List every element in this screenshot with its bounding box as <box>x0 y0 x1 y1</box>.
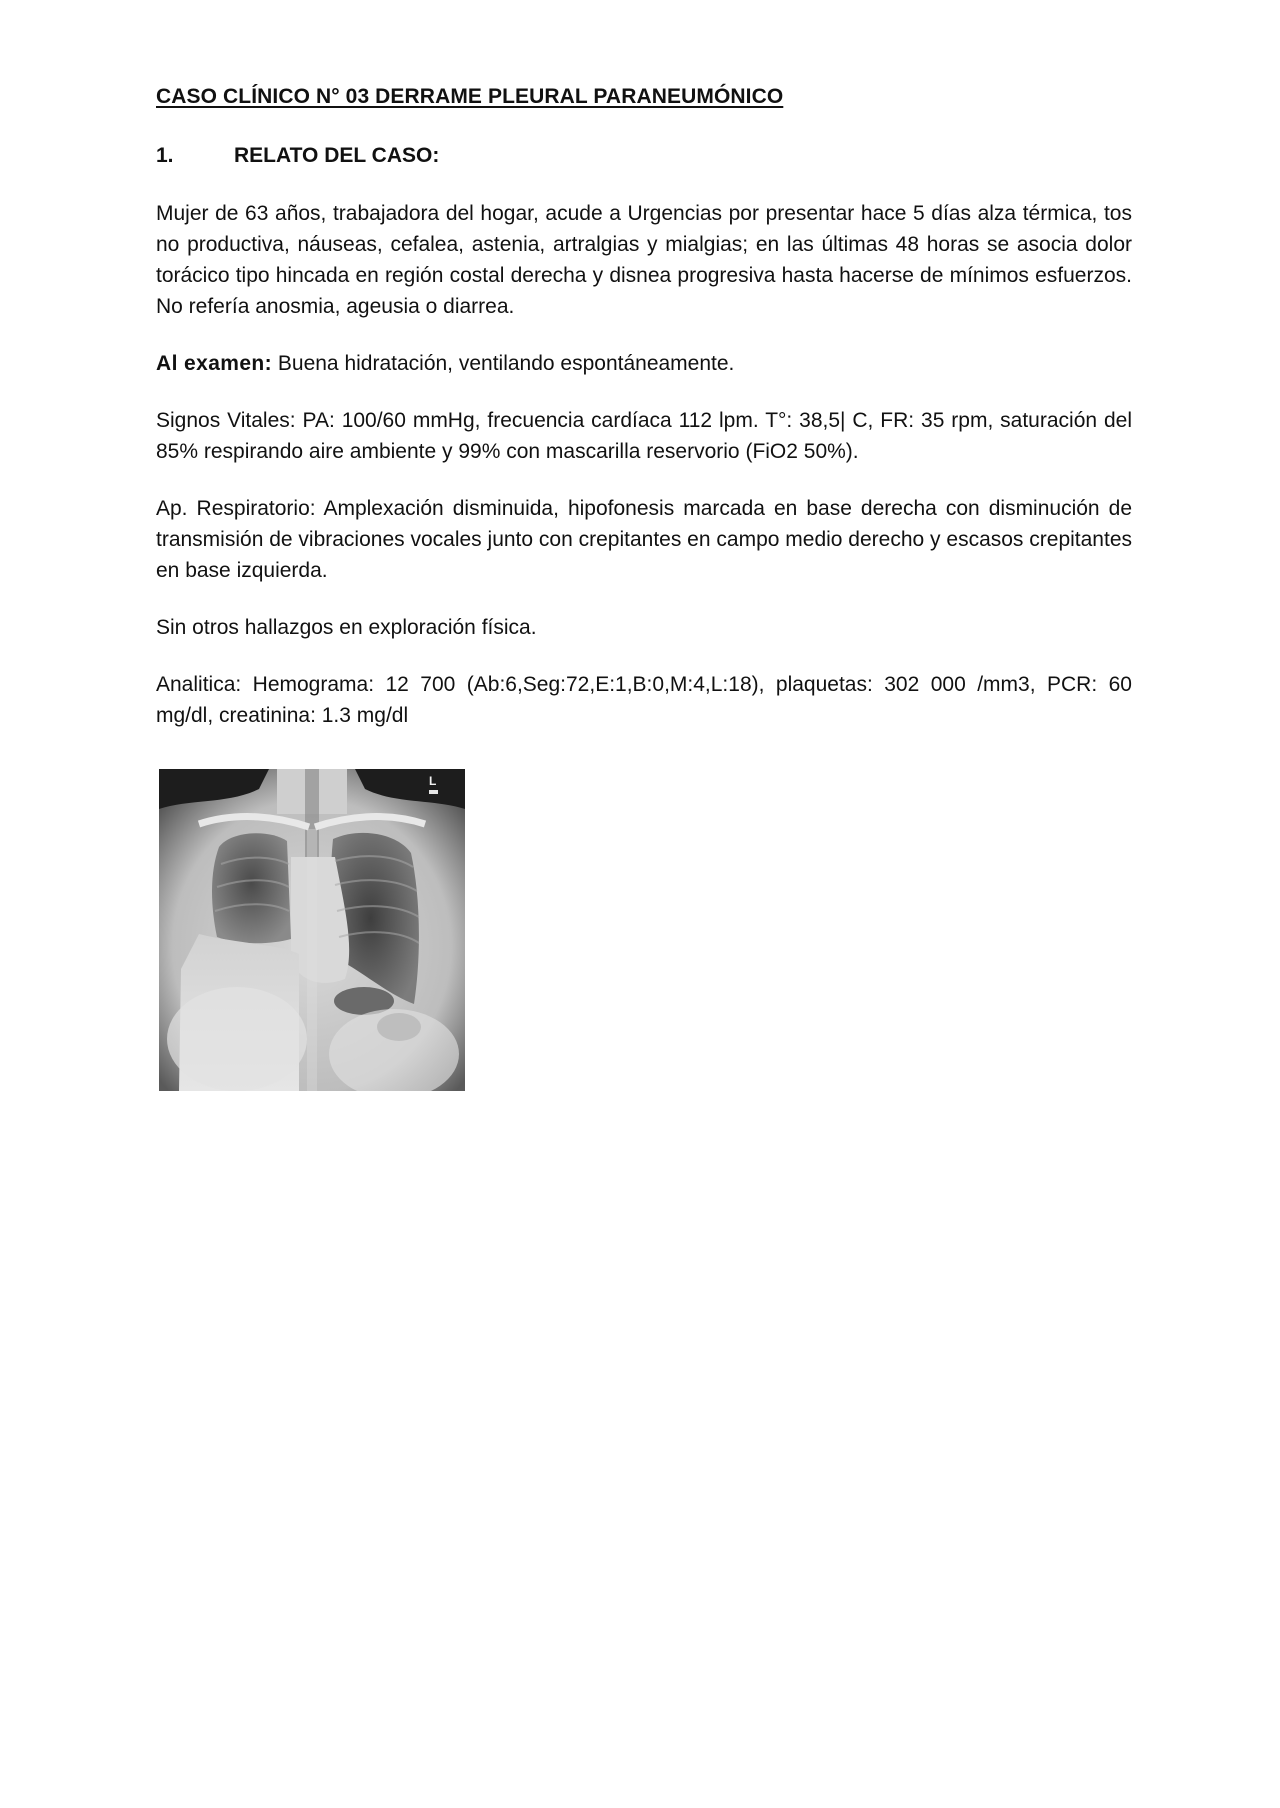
xray-side-marker: L <box>429 774 437 788</box>
exam-label: Al examen: <box>156 352 273 376</box>
respiratory-exam-paragraph: Ap. Respiratorio: Amplexación disminuida, hipofonesis marcada en base derecha con disminución de transmisión de vibraciones vocales junto con crepitantes en campo medio derecho y escasos crepitantes en base izquierda. <box>156 497 1132 583</box>
exam-paragraph <box>156 348 1132 379</box>
exam-text: Buena hidratación, ventilando espontáneamente. <box>272 352 735 376</box>
lab-results-paragraph: Analitica: Hemograma: 12 700 (Ab:6,Seg:72,E:1,B:0,M:4,L:18), plaquetas: 302 000 /mm3, PCR: 60 mg/dl, creatinina: 1.3 mg/dl <box>156 673 1132 728</box>
vital-signs-paragraph: Signos Vitales: PA: 100/60 mmHg, frecuencia cardíaca 112 lpm. T°: 38,5| C, FR: 35 rpm, saturación del 85% respirando aire ambiente y 99% con mascarilla reservorio (FiO2 50%). <box>156 409 1132 464</box>
document-title: CASO CLÍNICO N° 03 DERRAME PLEURAL PARANEUMÓNICO <box>156 85 784 108</box>
section-number: 1. <box>156 144 174 168</box>
other-findings-paragraph: Sin otros hallazgos en exploración física. <box>156 616 537 640</box>
section-heading <box>156 143 1132 168</box>
document-page <box>156 84 1132 788</box>
section-title: RELATO DEL CASO: <box>234 144 440 168</box>
chest-xray-image <box>159 769 465 1091</box>
case-history-paragraph: Mujer de 63 años, trabajadora del hogar, acude a Urgencias por presentar hace 5 días alza térmica, tos no productiva, náuseas, cefalea, astenia, artralgias y mialgias; en las últimas 48 horas se asocia dolor torácico tipo hincada en región costal derecha y disnea progresiva hasta hacerse de mínimos esfuerzos. No refería anosmia, ageusia o diarrea. <box>156 202 1132 319</box>
